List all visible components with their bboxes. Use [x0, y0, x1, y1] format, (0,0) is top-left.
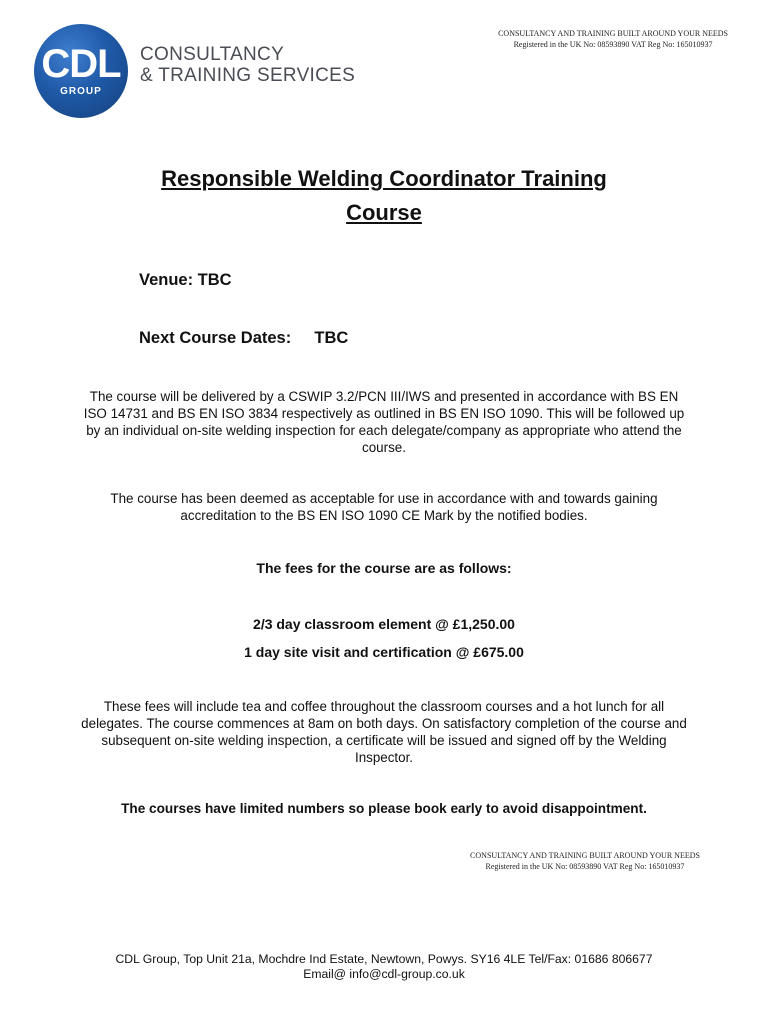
- closing-notice: The courses have limited numbers so please book early to avoid disappointment.: [121, 801, 647, 816]
- footer-note-line-2: Registered in the UK No: 08593890 VAT Reg No: 165010937: [485, 862, 685, 871]
- address-line: CDL Group, Top Unit 21a, Mochdre Ind Estate, Newtown, Powys. SY16 4LE Tel/Fax: 01686 806677: [115, 952, 653, 966]
- logo-circle: [34, 24, 128, 118]
- email-line: Email@ info@cdl-group.co.uk: [303, 967, 465, 981]
- fees-heading: The fees for the course are as follows:: [256, 560, 512, 576]
- logo-wordmark: [140, 44, 355, 86]
- header-note-line-2: Registered in the UK No: 08593890 VAT Reg No: 165010937: [513, 40, 713, 49]
- intro-paragraph: The course will be delivered by a CSWIP 3.2/PCN III/IWS and presented in accordance with BS EN ISO 14731 and BS EN ISO 3834 respectively as outlined in BS EN ISO 1090. This will be followed up by an individual on-site welding inspection for each delegate/company as appropriate who attend the course.: [83, 389, 685, 455]
- logo-group-label: GROUP: [60, 86, 102, 97]
- fees-details-paragraph: These fees will include tea and coffee throughout the classroom courses and a hot lunch for all delegates. The course commences at 8am on both days. On satisfactory completion of the course and subsequent on-site welding inspection, a certificate will be issued and signed off by the Welding Inspector.: [81, 699, 687, 765]
- page-title-line-1: Responsible Welding Coordinator Training: [161, 166, 607, 191]
- venue-heading: Venue: TBC: [139, 271, 232, 289]
- logo-mark: CDL: [41, 42, 121, 86]
- fee-line-classroom: 2/3 day classroom element @ £1,250.00: [253, 616, 515, 632]
- header-note-line-1: CONSULTANCY AND TRAINING BUILT AROUND YOUR NEEDS: [498, 29, 728, 38]
- course-dates-value: TBC: [314, 329, 349, 347]
- course-dates-heading: [139, 329, 348, 348]
- footer-note-line-1: CONSULTANCY AND TRAINING BUILT AROUND YOUR NEEDS: [470, 851, 700, 860]
- fee-line-site-visit: 1 day site visit and certification @ £675.00: [244, 644, 524, 660]
- logo-line-2: & TRAINING SERVICES: [140, 65, 356, 86]
- course-dates-label: Next Course Dates:: [139, 329, 292, 347]
- page-title-line-2: Course: [346, 200, 422, 225]
- footer-note: [440, 850, 730, 872]
- company-logo: [30, 18, 360, 118]
- logo-line-1: CONSULTANCY: [140, 44, 285, 65]
- header-note: [498, 28, 728, 50]
- accreditation-paragraph: The course has been deemed as acceptable for use in accordance with and towards gaining accreditation to the BS EN ISO 1090 CE Mark by the notified bodies.: [110, 491, 658, 523]
- contact-address: [0, 952, 768, 982]
